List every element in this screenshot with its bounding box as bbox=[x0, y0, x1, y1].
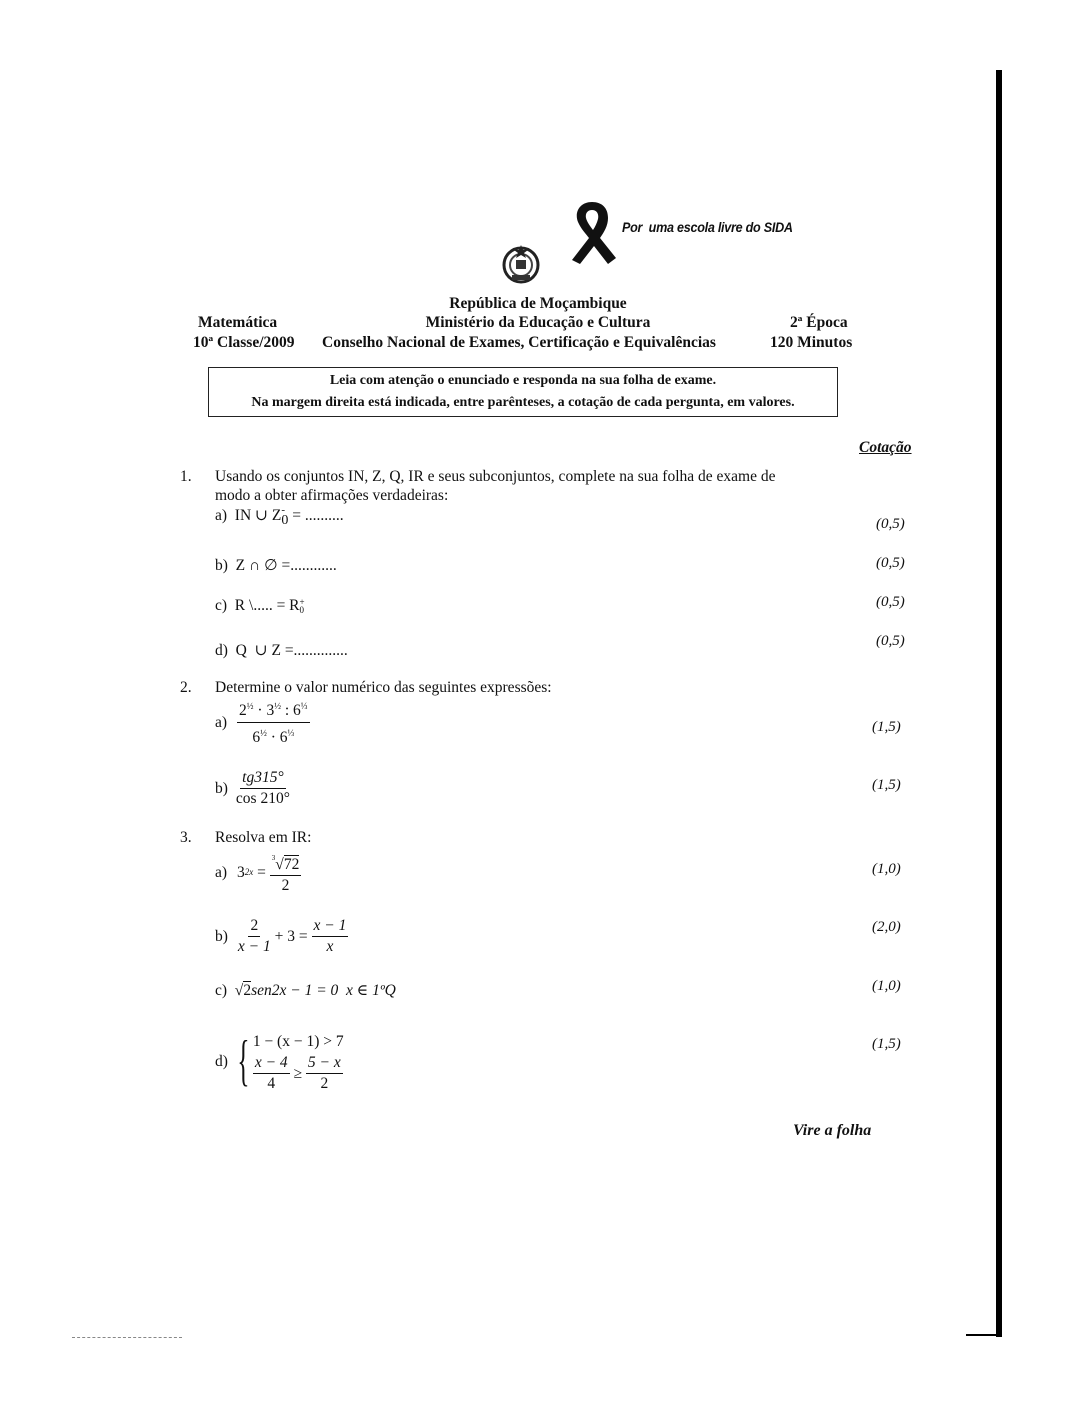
question-1b bbox=[215, 556, 337, 575]
exam-duration: 120 Minutos bbox=[770, 334, 853, 351]
aids-ribbon-icon bbox=[562, 196, 622, 266]
numerator: $2^{\frac{1}{2}} \cdot 3^{\frac{1}{2}}$ : $6^{\frac{1}{3}}$ bbox=[237, 697, 309, 722]
item-label: c) bbox=[215, 982, 228, 999]
slogan: Por uma escola livre do SIDA bbox=[622, 219, 793, 235]
question-3c-score: (1,0) bbox=[872, 978, 901, 994]
cotacao-heading: Cotação bbox=[859, 439, 912, 456]
question-1-text-line-1: Usando os conjuntos IN, Z, Q, IR e seus subconjuntos, complete na sua folha de exame de bbox=[215, 468, 776, 485]
fraction bbox=[270, 849, 302, 895]
question-2a bbox=[215, 700, 310, 744]
item-label: a) bbox=[215, 507, 228, 525]
question-3-number: 3. bbox=[180, 829, 192, 846]
question-3d-score: (1,5) bbox=[872, 1036, 901, 1052]
fraction: $\frac{x - 1}{x}$ bbox=[313, 916, 347, 955]
question-1-number: 1. bbox=[180, 468, 192, 485]
class-year: 10ª Classe/2009 bbox=[193, 334, 295, 351]
question-3a-score: (1,0) bbox=[872, 861, 901, 877]
item-label: d) bbox=[215, 1052, 228, 1070]
question-1c bbox=[215, 596, 305, 615]
fraction: $\frac{2}{x - 1}$ bbox=[237, 916, 271, 955]
question-1d bbox=[215, 641, 348, 660]
item-label: a) bbox=[215, 863, 228, 881]
item-label: b) bbox=[215, 557, 228, 574]
question-2-text: Determine o valor numérico das seguintes expressões: bbox=[215, 679, 552, 696]
numerator: tg315° bbox=[240, 769, 286, 789]
question-3b: b) $\frac{2}{x - 1}$ + 3 = $\frac{x - 1}{x}$ bbox=[215, 916, 347, 955]
item-expression: Z ∩ ∅ =............ bbox=[235, 557, 337, 574]
item-expression: √2sen2x − 1 = 0 x ∈ 1ºQ bbox=[234, 982, 396, 999]
ministry-title: Ministério da Educação e Cultura bbox=[425, 314, 651, 331]
item-expression: Q ∪ Z =.............. bbox=[235, 642, 348, 659]
question-1a bbox=[215, 506, 344, 527]
question-1-text bbox=[215, 467, 855, 505]
question-3d bbox=[215, 1025, 344, 1097]
question-2b bbox=[215, 766, 290, 810]
numerator: $^3$√72 bbox=[270, 849, 302, 876]
item-expression: R \..... = R + 0 bbox=[234, 597, 305, 616]
question-1a-score: (0,5) bbox=[876, 516, 905, 532]
council-title: Conselho Nacional de Exames, Certificação e Equivalências bbox=[322, 334, 716, 351]
fraction bbox=[236, 769, 290, 808]
instructions-box bbox=[208, 367, 838, 417]
scan-dashed-line bbox=[72, 1337, 182, 1338]
item-label: a) bbox=[215, 713, 228, 731]
question-3a: a) 3 2x = $\frac{^3√72}{2}$ bbox=[215, 850, 301, 894]
item-label: b) bbox=[215, 779, 228, 797]
question-3c bbox=[215, 981, 396, 1000]
fraction bbox=[237, 697, 309, 746]
question-1c-score: (0,5) bbox=[876, 594, 905, 610]
scan-edge-bar bbox=[996, 70, 1002, 1337]
turn-page-note: Vire a folha bbox=[793, 1122, 872, 1139]
denominator: cos 210° bbox=[235, 789, 290, 807]
question-1-text-line-2: modo a obter afirmações verdadeiras: bbox=[215, 487, 449, 504]
system-brace: { bbox=[237, 1030, 250, 1092]
item-label: b) bbox=[215, 927, 228, 945]
item-label: c) bbox=[215, 597, 228, 614]
denominator: 2 bbox=[281, 877, 290, 894]
question-2a-score: (1,5) bbox=[872, 719, 901, 735]
item-label: d) bbox=[215, 642, 228, 659]
question-2b-score: (1,5) bbox=[872, 777, 901, 793]
question-3-text: Resolva em IR: bbox=[215, 829, 312, 846]
instruction-line-1: Leia com atenção o enunciado e responda na sua folha de exame. bbox=[329, 373, 717, 388]
scan-edge-bottom bbox=[966, 1334, 1002, 1336]
country-title: República de Moçambique bbox=[449, 295, 627, 312]
item-expression: IN ∪ Z - 0 = .......... bbox=[234, 504, 344, 528]
denominator: $6^{\frac{1}{2}} \cdot 6^{\frac{1}{3}}$ bbox=[252, 727, 295, 746]
question-1b-score: (0,5) bbox=[876, 555, 905, 571]
inequality-system: 1 − (x − 1) > 7 $\frac{x - 4}{4}$ ≥ $\frac{5 - x}{2}$ bbox=[252, 1032, 344, 1092]
question-2-number: 2. bbox=[180, 679, 192, 696]
exam-season: 2ª Época bbox=[790, 314, 848, 331]
national-emblem-icon bbox=[500, 243, 542, 285]
question-1d-score: (0,5) bbox=[876, 633, 905, 649]
subject: Matemática bbox=[198, 314, 278, 331]
instruction-line-2: Na margem direita está indicada, entre parênteses, a cotação de cada pergunta, em valores. bbox=[251, 395, 795, 410]
question-3b-score: (2,0) bbox=[872, 919, 901, 935]
